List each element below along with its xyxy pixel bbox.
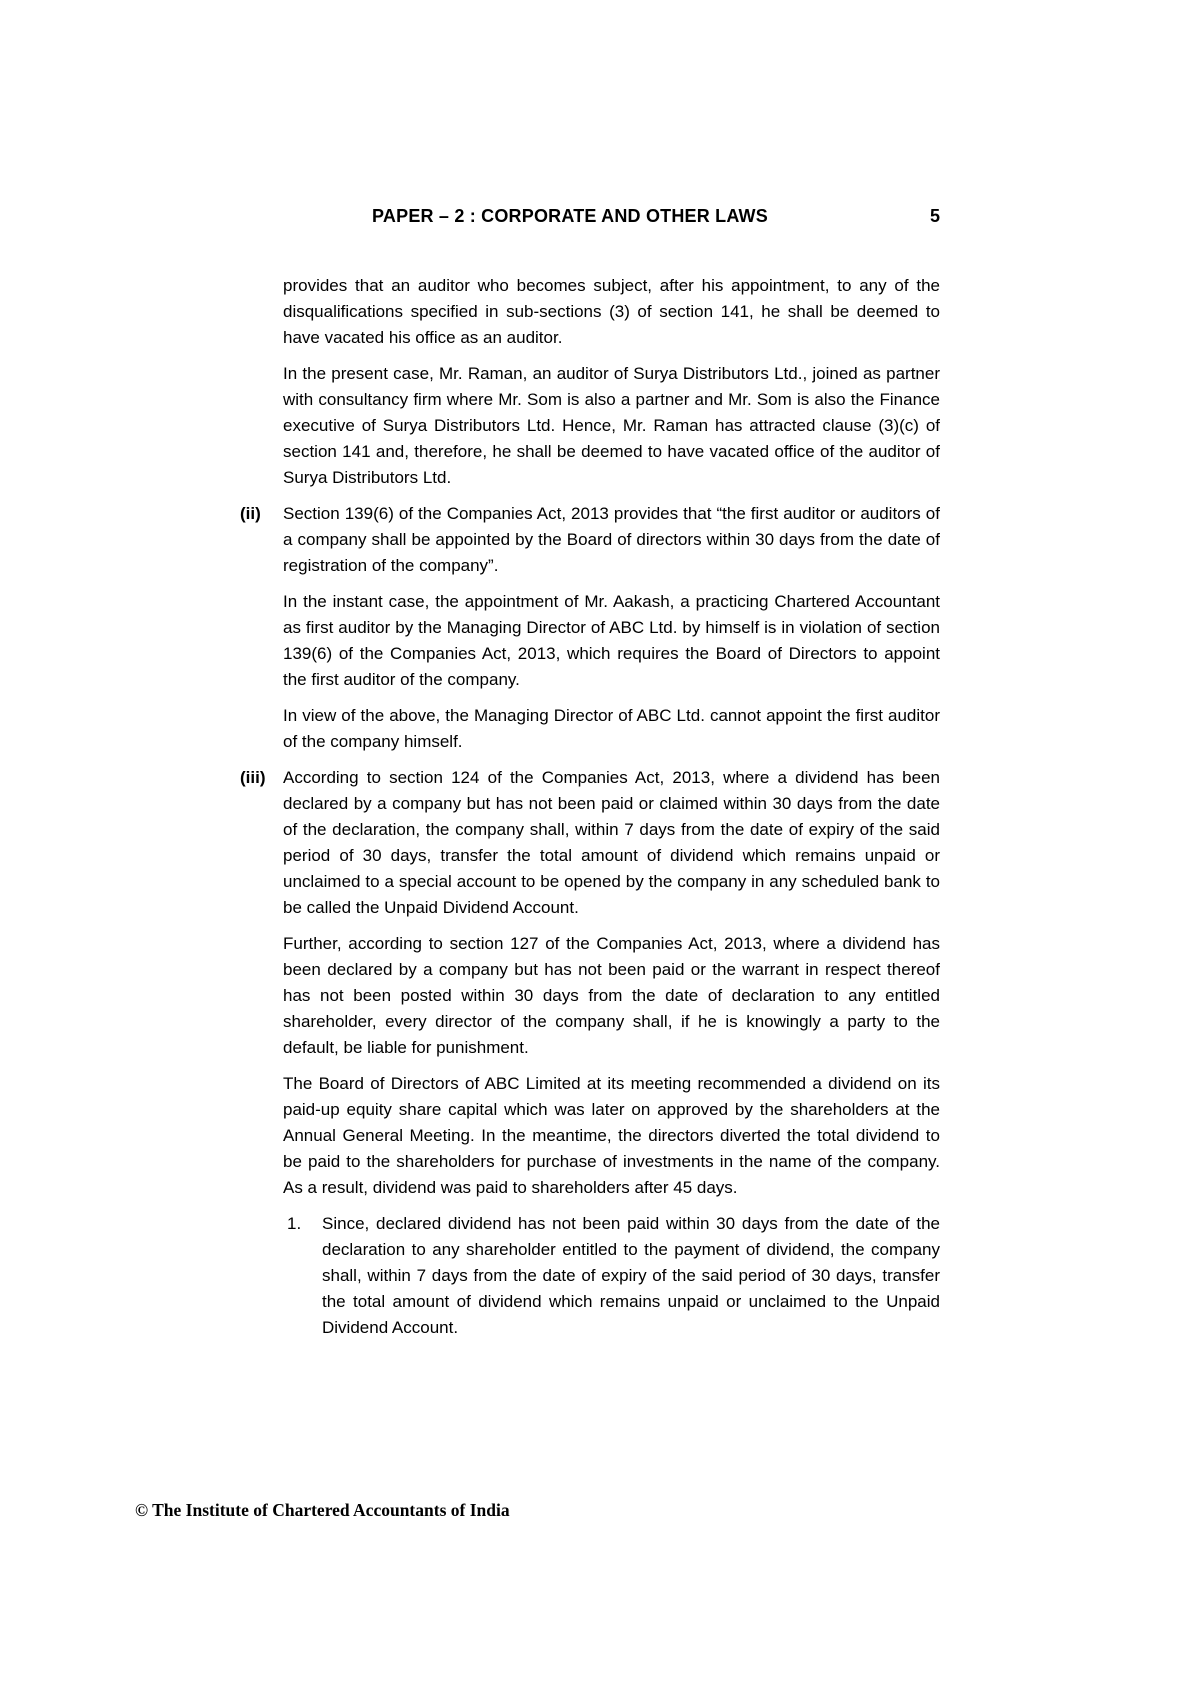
page-title: PAPER – 2 : CORPORATE AND OTHER LAWS bbox=[372, 206, 768, 226]
answer-item-iii bbox=[240, 765, 940, 1351]
paragraph: The Board of Directors of ABC Limited at its meeting recommended a dividend on its paid-up equity share capital which was later on approved by the shareholders at the Annual General Meeting. In the meantime, the directors diverted the total dividend to be paid to the shareholders for purchase of investments in the name of the company. As a result, dividend was paid to shareholders after 45 days. bbox=[283, 1074, 940, 1197]
paragraph: In view of the above, the Managing Director of ABC Ltd. cannot appoint the first auditor of the company himself. bbox=[283, 706, 940, 751]
paragraph: In the present case, Mr. Raman, an auditor of Surya Distributors Ltd., joined as partner with consultancy firm where Mr. Som is also a partner and Mr. Som is also the Finance executive of Surya Distributors Ltd. Hence, Mr. Raman has attracted clause (3)(c) of section 141 and, therefore, he shall be deemed to have vacated office of the auditor of Surya Distributors Ltd. bbox=[283, 364, 940, 487]
item-label: (ii) bbox=[240, 504, 261, 523]
list-number: 1. bbox=[287, 1214, 302, 1233]
item-body bbox=[283, 501, 940, 765]
page-number: 5 bbox=[929, 206, 940, 226]
paragraph: Section 139(6) of the Companies Act, 2013 provides that “the first auditor or auditors of a company shall be appointed by the Board of directors within 30 days from the date of registration of the company”. bbox=[283, 504, 940, 575]
paragraph: provides that an auditor who becomes subject, after his appointment, to any of the disqualifications specified in sub-sections (3) of section 141, he shall be deemed to have vacated his office as an auditor. bbox=[283, 276, 940, 347]
page-header bbox=[240, 206, 940, 228]
paragraph: According to section 124 of the Companies Act, 2013, where a dividend has been declared by a company but has not been paid or claimed within 30 days from the date of the declaration, the company shall, within 7 days from the date of expiry of the said period of 30 days, transfer the total amount of dividend which remains unpaid or unclaimed to a special account to be opened by the company in any scheduled bank to be called the Unpaid Dividend Account. bbox=[283, 768, 940, 917]
paragraph: Since, declared dividend has not been paid within 30 days from the date of the declaration to any shareholder entitled to the payment of dividend, the company shall, within 7 days from the date of expiry of the said period of 30 days, transfer the total amount of dividend which remains unpaid or unclaimed to the Unpaid Dividend Account. bbox=[322, 1214, 940, 1337]
paragraph: Further, according to section 127 of the Companies Act, 2013, where a dividend has been declared by a company but has not been paid or the warrant in respect thereof has not been posted within 30 days from the date of declaration to any entitled shareholder, every director of the company shall, if he is knowingly a party to the default, be liable for punishment. bbox=[283, 934, 940, 1057]
document-column bbox=[240, 206, 940, 1351]
paragraph: In the instant case, the appointment of Mr. Aakash, a practicing Chartered Accountant as first auditor by the Managing Director of ABC Ltd. by himself is in violation of section 139(6) of the Companies Act, 2013, which requires the Board of Directors to appoint the first auditor of the company. bbox=[283, 592, 940, 689]
answer-item-ii bbox=[240, 501, 940, 765]
item-label: (iii) bbox=[240, 768, 266, 787]
item-body bbox=[283, 765, 940, 1351]
numbered-list-item bbox=[283, 1211, 940, 1351]
copyright-notice: © The Institute of Chartered Accountants of India bbox=[135, 1500, 510, 1520]
